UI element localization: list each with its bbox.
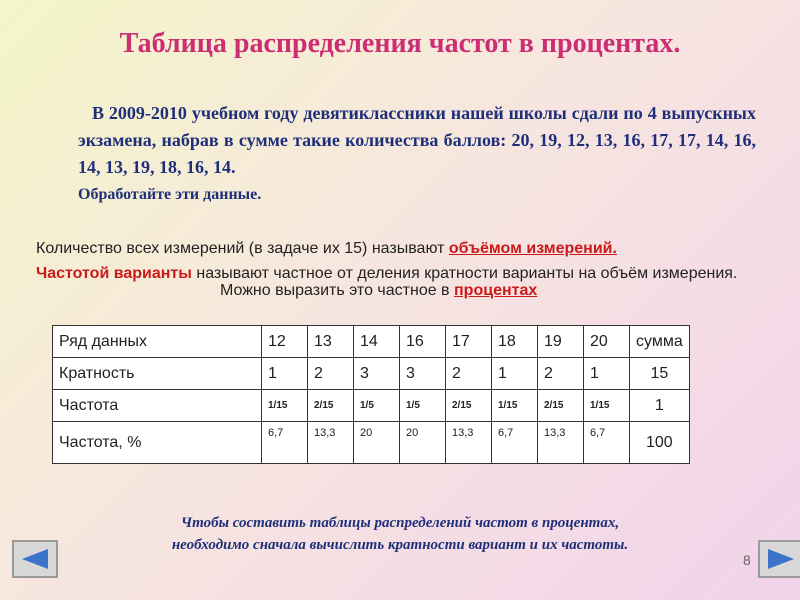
table-cell: 2 (446, 358, 492, 390)
table-cell: 1/5 (400, 390, 446, 422)
volume-period: . (612, 240, 617, 257)
sum-header: сумма (630, 326, 690, 358)
bottom-note-line1: Чтобы составить таблицы распределений частот в процентах, (180, 515, 620, 531)
table-cell: 1 (262, 358, 308, 390)
next-slide-button[interactable] (758, 540, 800, 578)
frequency-definition: называют частное от деления кратности варианты на объём измерения. (196, 265, 738, 282)
table-cell: 2/15 (308, 390, 354, 422)
table-cell: 2/15 (446, 390, 492, 422)
table-cell: 18 (492, 326, 538, 358)
table-cell: 6,7 (492, 422, 538, 464)
table-cell: 12 (262, 326, 308, 358)
left-arrow-icon (20, 548, 50, 570)
overlay-term: процентах (454, 282, 538, 299)
table-cell: 1/15 (262, 390, 308, 422)
intro-paragraph: В 2009-2010 учебном году девятиклассники нашей школы сдали по 4 выпускных экзамена, набрав в сумме такие количества баллов: 20, 19, 12, 13, 16, 17, 17, 14, 16, 14, 13, 19, 18, 16, 14. (78, 103, 756, 177)
percent-overlay (220, 282, 537, 300)
sum-cell: 100 (630, 422, 690, 464)
volume-term: объёмом измерений (448, 240, 613, 257)
table-row-data (53, 326, 690, 358)
table-cell: 13,3 (538, 422, 584, 464)
table-cell: 13,3 (308, 422, 354, 464)
table-row-frequency-percent (53, 422, 690, 464)
table-cell: 1/5 (354, 390, 400, 422)
table-cell: 13 (308, 326, 354, 358)
overlay-text: Можно выразить это частное в (220, 282, 450, 299)
table-cell: 20 (400, 422, 446, 464)
definitions-block (36, 236, 762, 286)
table-cell: 2 (308, 358, 354, 390)
definition-line1: Количество всех измерений (в задаче их 15) называют (36, 240, 445, 257)
row-label: Частота, % (53, 422, 262, 464)
table-row-multiplicity (53, 358, 690, 390)
table-cell: 1/15 (584, 390, 630, 422)
table-cell: 20 (354, 422, 400, 464)
table-cell: 1/15 (492, 390, 538, 422)
table-cell: 6,7 (584, 422, 630, 464)
frequency-table (52, 325, 690, 464)
table-cell: 17 (446, 326, 492, 358)
table-row-frequency (53, 390, 690, 422)
table-cell: 20 (584, 326, 630, 358)
page-number: 8 (743, 552, 751, 568)
table-cell: 1 (584, 358, 630, 390)
table-cell: 3 (354, 358, 400, 390)
sum-cell: 15 (630, 358, 690, 390)
table-cell: 13,3 (446, 422, 492, 464)
right-arrow-icon (766, 548, 796, 570)
previous-slide-button[interactable] (12, 540, 58, 578)
bottom-note-line2: необходимо сначала вычислить кратности вариант и их частоты. (171, 537, 629, 553)
row-label: Ряд данных (53, 326, 262, 358)
sum-cell: 1 (630, 390, 690, 422)
table-cell: 16 (400, 326, 446, 358)
bottom-note (0, 512, 800, 556)
frequency-term: Частотой варианты (36, 265, 192, 282)
table-cell: 2 (538, 358, 584, 390)
table-cell: 14 (354, 326, 400, 358)
row-label: Частота (53, 390, 262, 422)
slide-title: Таблица распределения частот в процентах. (119, 28, 681, 59)
table-cell: 3 (400, 358, 446, 390)
process-instruction: Обработайте эти данные. (78, 186, 262, 203)
table-cell: 19 (538, 326, 584, 358)
table-cell: 2/15 (538, 390, 584, 422)
table-cell: 1 (492, 358, 538, 390)
table-cell: 6,7 (262, 422, 308, 464)
row-label: Кратность (53, 358, 262, 390)
